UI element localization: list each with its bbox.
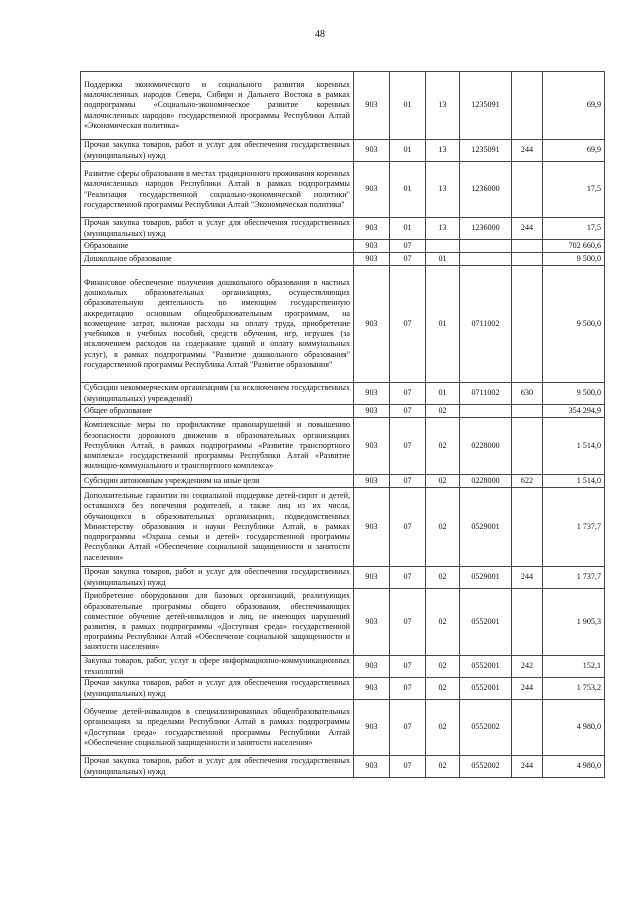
admin-code: 903 [354, 418, 390, 475]
subsection-code [426, 240, 460, 253]
section-code: 07 [390, 678, 426, 700]
row-description: Прочая закупка товаров, работ и услуг для обеспечения государственных (муниципальных) нужд [81, 756, 354, 778]
table-row [81, 140, 605, 162]
subsection-code: 02 [426, 589, 460, 656]
target-article-code: 0228000 [460, 418, 512, 475]
amount: 354 294,9 [543, 405, 605, 418]
subsection-code: 02 [426, 475, 460, 488]
admin-code: 903 [354, 678, 390, 700]
expense-type-code: 244 [512, 567, 543, 589]
target-article-code [460, 240, 512, 253]
admin-code: 903 [354, 756, 390, 778]
subsection-code: 02 [426, 488, 460, 567]
amount: 1 514,0 [543, 418, 605, 475]
row-description: Субсидии автономным учреждениям на иные цели [81, 475, 354, 488]
target-article-code: 0552001 [460, 589, 512, 656]
target-article-code: 1235091 [460, 72, 512, 140]
row-description: Субсидии некоммерческим организациям (за исключением государственных (муниципальных) учреждений) [81, 383, 354, 405]
table-row [81, 418, 605, 475]
row-description: Общее образование [81, 405, 354, 418]
expense-type-code: 244 [512, 756, 543, 778]
subsection-code: 02 [426, 405, 460, 418]
amount: 17,5 [543, 218, 605, 240]
expense-type-code [512, 162, 543, 218]
amount: 9 500,0 [543, 253, 605, 266]
table-row [81, 700, 605, 756]
row-description: Образование [81, 240, 354, 253]
amount: 1 737,7 [543, 488, 605, 567]
admin-code: 903 [354, 589, 390, 656]
row-description: Прочая закупка товаров, работ и услуг для обеспечения государственных (муниципальных) нужд [81, 567, 354, 589]
expense-type-code: 244 [512, 678, 543, 700]
amount: 1 514,0 [543, 475, 605, 488]
admin-code: 903 [354, 700, 390, 756]
section-code: 01 [390, 72, 426, 140]
expense-type-code [512, 266, 543, 383]
section-code: 07 [390, 488, 426, 567]
row-description: Комплексные меры по профилактике правонарушений и повышению безопасности дорожного движения в образовательных организациях Республики Алтай, в рамках подпрограммы «Развитие транспортного комплекса» государственной программы Республики Алтай «Развитие жилищно-коммунального и транспортного комплекса» [81, 418, 354, 475]
table-row [81, 756, 605, 778]
amount: 9 500,0 [543, 266, 605, 383]
section-code: 07 [390, 567, 426, 589]
admin-code: 903 [354, 488, 390, 567]
subsection-code: 01 [426, 253, 460, 266]
section-code: 07 [390, 405, 426, 418]
row-description: Развитие сферы образования в местах традиционного проживания коренных малочисленных народов Республики Алтай в рамках подпрограммы "Реализация государственной социально-экономической политики" государственной программы Республики Алтай "Экономическая политика" [81, 162, 354, 218]
subsection-code: 02 [426, 567, 460, 589]
amount: 152,1 [543, 656, 605, 678]
subsection-code: 13 [426, 72, 460, 140]
target-article-code [460, 405, 512, 418]
expense-type-code: 242 [512, 656, 543, 678]
row-description: Закупка товаров, работ, услуг в сфере информационно-коммуникационных технологий [81, 656, 354, 678]
section-code: 07 [390, 266, 426, 383]
row-description: Прочая закупка товаров, работ и услуг для обеспечения государственных (муниципальных) нужд [81, 678, 354, 700]
row-description: Дополнительные гарантии по социальной поддержке детей-сирот и детей, оставшихся без попечения родителей, а также лиц из их числа, обучающихся в образовательных организациях, подведомственных Министерству образования и науки Республики Алтай, в рамках подпрограммы «Охрана семьи и детей» государственной программы Республики Алтай «Обеспечение социальной защищенности и занятости населения» [81, 488, 354, 567]
target-article-code: 0552002 [460, 756, 512, 778]
table-row [81, 266, 605, 383]
subsection-code: 02 [426, 656, 460, 678]
table-row [81, 488, 605, 567]
table-row [81, 405, 605, 418]
subsection-code: 13 [426, 162, 460, 218]
admin-code: 903 [354, 405, 390, 418]
expense-type-code: 244 [512, 218, 543, 240]
amount: 702 660,6 [543, 240, 605, 253]
amount: 4 980,0 [543, 700, 605, 756]
table-row [81, 567, 605, 589]
row-description: Прочая закупка товаров, работ и услуг для обеспечения государственных (муниципальных) нужд [81, 218, 354, 240]
expense-type-code [512, 72, 543, 140]
amount: 69,9 [543, 140, 605, 162]
expense-type-code [512, 405, 543, 418]
target-article-code: 0552001 [460, 656, 512, 678]
table-row [81, 218, 605, 240]
target-article-code [460, 253, 512, 266]
amount: 17,5 [543, 162, 605, 218]
amount: 4 980,0 [543, 756, 605, 778]
target-article-code: 0529001 [460, 567, 512, 589]
amount: 1 753,2 [543, 678, 605, 700]
admin-code: 903 [354, 266, 390, 383]
admin-code: 903 [354, 475, 390, 488]
subsection-code: 02 [426, 700, 460, 756]
section-code: 07 [390, 418, 426, 475]
target-article-code: 1236000 [460, 162, 512, 218]
table-row [81, 475, 605, 488]
admin-code: 903 [354, 567, 390, 589]
expense-type-code [512, 240, 543, 253]
section-code: 01 [390, 162, 426, 218]
amount: 9 500,0 [543, 383, 605, 405]
section-code: 07 [390, 656, 426, 678]
section-code: 07 [390, 756, 426, 778]
section-code: 01 [390, 140, 426, 162]
row-description: Приобретение оборудования для базовых организаций, реализующих образовательные программы общего образования, обеспечивающих совместное обучение детей-инвалидов и лиц, не имеющих нарушений развития, в рамках подпрограммы «Доступная среда» государственной программы Республики Алтай «Обеспечение социальной защищенности и занятости населения» [81, 589, 354, 656]
table-row [81, 656, 605, 678]
amount: 1 905,3 [543, 589, 605, 656]
section-code: 07 [390, 589, 426, 656]
admin-code: 903 [354, 140, 390, 162]
section-code: 07 [390, 240, 426, 253]
expense-type-code: 244 [512, 140, 543, 162]
table-row [81, 383, 605, 405]
row-description: Обучение детей-инвалидов в специализированных общеобразовательных организациях за пределами Республики Алтай в рамках подпрограммы «Доступная среда» государственной программы Республики Алтай «Обеспечение социальной защищенности и занятости населения» [81, 700, 354, 756]
table-row [81, 162, 605, 218]
section-code: 01 [390, 218, 426, 240]
admin-code: 903 [354, 218, 390, 240]
expense-type-code [512, 488, 543, 567]
target-article-code: 0529001 [460, 488, 512, 567]
budget-table [80, 71, 605, 778]
subsection-code: 02 [426, 756, 460, 778]
target-article-code: 0552002 [460, 700, 512, 756]
expense-type-code [512, 589, 543, 656]
table-row [81, 589, 605, 656]
admin-code: 903 [354, 656, 390, 678]
subsection-code: 02 [426, 418, 460, 475]
section-code: 07 [390, 475, 426, 488]
section-code: 07 [390, 700, 426, 756]
admin-code: 903 [354, 383, 390, 405]
admin-code: 903 [354, 162, 390, 218]
amount: 1 737,7 [543, 567, 605, 589]
expense-type-code [512, 253, 543, 266]
subsection-code: 13 [426, 140, 460, 162]
table-row [81, 253, 605, 266]
admin-code: 903 [354, 253, 390, 266]
section-code: 07 [390, 383, 426, 405]
target-article-code: 0711002 [460, 383, 512, 405]
table-row [81, 240, 605, 253]
target-article-code: 0228000 [460, 475, 512, 488]
table-row [81, 678, 605, 700]
subsection-code: 13 [426, 218, 460, 240]
table-row [81, 72, 605, 140]
subsection-code: 01 [426, 266, 460, 383]
admin-code: 903 [354, 72, 390, 140]
expense-type-code: 622 [512, 475, 543, 488]
subsection-code: 02 [426, 678, 460, 700]
row-description: Прочая закупка товаров, работ и услуг для обеспечения государственных (муниципальных) нужд [81, 140, 354, 162]
amount: 69,9 [543, 72, 605, 140]
target-article-code: 1236000 [460, 218, 512, 240]
row-description: Финансовое обеспечение получения дошкольного образования в частных дошкольных образовательных организациях, осуществляющих образовательную деятельность по имеющим государственную аккредитацию основным общеобразовательным программам, на возмещение затрат, включая расходы на оплату труда, приобретение учебников и учебных пособий, средств обучения, игр, игрушек (за исключением расходов на содержание зданий и оплату коммунальных услуг), в рамках подпрограммы "Развитие дошкольного образования" государственной программы Республика Алтай "Развитие образования" [81, 266, 354, 383]
page-number: 48 [315, 29, 325, 40]
section-code: 07 [390, 253, 426, 266]
admin-code: 903 [354, 240, 390, 253]
expense-type-code: 630 [512, 383, 543, 405]
row-description: Дошкольное образование [81, 253, 354, 266]
target-article-code: 0711002 [460, 266, 512, 383]
subsection-code: 01 [426, 383, 460, 405]
target-article-code: 0552001 [460, 678, 512, 700]
target-article-code: 1235091 [460, 140, 512, 162]
row-description: Поддержка экономического и социального развития коренных малочисленных народов Севера, Сибири и Дальнего Востока в рамках подпрограммы «Социально-экономическое развитие коренных малочисленных народов» государственной программы Республики Алтай «Экономическая политика» [81, 72, 354, 140]
expense-type-code [512, 700, 543, 756]
expense-type-code [512, 418, 543, 475]
